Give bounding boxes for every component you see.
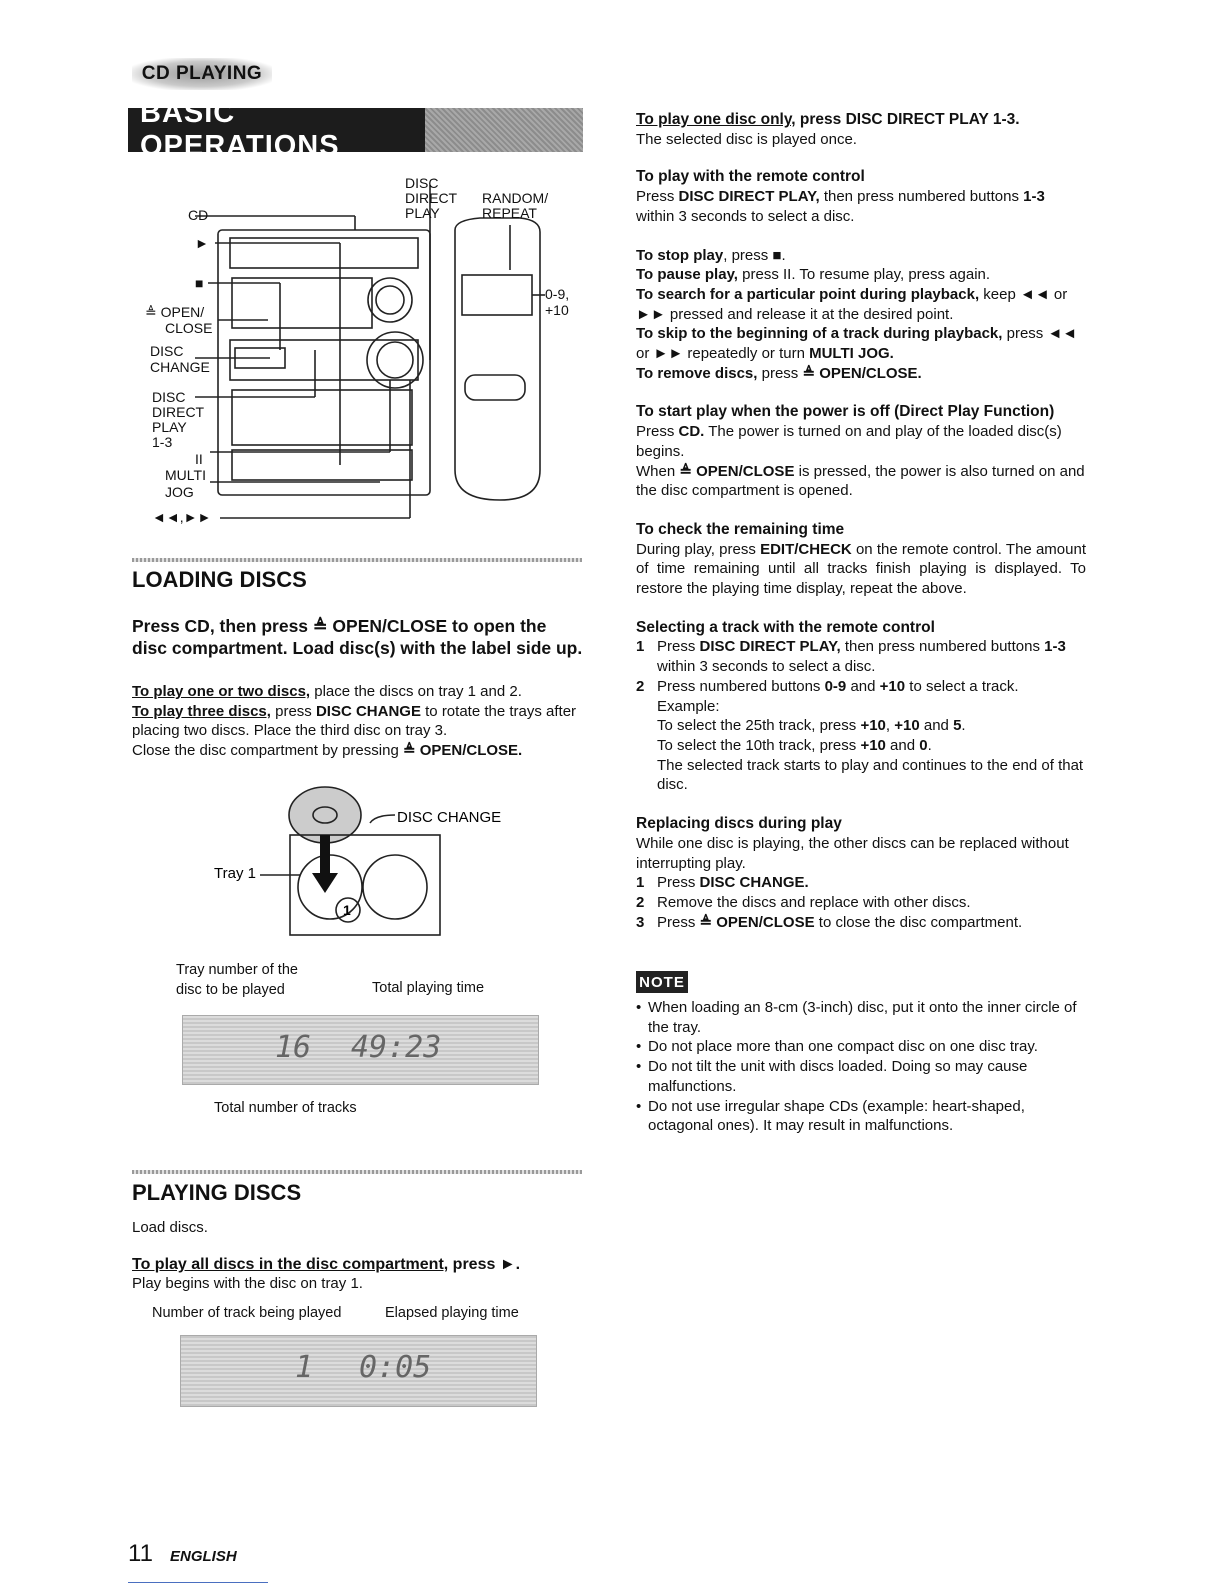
ex1g: . bbox=[961, 717, 966, 735]
select-2e: to select a track. bbox=[905, 677, 1019, 695]
ex1d: +10 bbox=[894, 717, 920, 735]
select-1b: DISC DIRECT PLAY, bbox=[699, 638, 841, 656]
direct-p2c: is pressed, the power is also turned on and the disc compartment is opened. bbox=[636, 462, 1085, 500]
remote-p1e: within 3 seconds to select a disc. bbox=[636, 207, 855, 225]
replace-p: While one disc is playing, the other discs can be replaced without interrupting play. bbox=[636, 834, 1069, 872]
note-item: • When loading an 8-cm (3-inch) disc, put it onto the inner circle of the tray. bbox=[636, 998, 1084, 1037]
loading-p2-u: To play three discs, bbox=[132, 702, 271, 720]
select-steps bbox=[636, 637, 1086, 795]
search-b: To search for a particular point during playback, bbox=[636, 285, 980, 303]
replace-heading: Replacing discs during play bbox=[636, 815, 842, 833]
playing-body bbox=[132, 1218, 584, 1294]
select-2a: Press numbered buttons bbox=[657, 677, 825, 695]
label-open: ≜ OPEN/ bbox=[145, 304, 205, 320]
label-pause: II bbox=[195, 451, 203, 467]
label-disc-direct-play-2: DIRECT bbox=[405, 190, 458, 206]
select-1c: then press numbered buttons bbox=[840, 638, 1045, 656]
loading-title: LOADING DISCS bbox=[132, 567, 307, 592]
search-t: keep ◄◄ or ►► pressed and release it at the desired point. bbox=[636, 285, 1068, 323]
remove-t2: ≜ OPEN/CLOSE. bbox=[802, 364, 922, 382]
remove-t1: press bbox=[757, 364, 803, 382]
example-label: Example: bbox=[657, 697, 720, 715]
lcd-display-loading bbox=[182, 1015, 539, 1085]
loading-p3-b: ≜ OPEN/CLOSE. bbox=[402, 742, 523, 760]
stop-t: , press ■. bbox=[723, 246, 786, 264]
label-disc-direct-13: DISC bbox=[152, 389, 186, 405]
divider bbox=[132, 558, 582, 562]
label-close: CLOSE bbox=[165, 320, 213, 336]
note-item: • Do not place more than one compact disc on one disc tray. bbox=[636, 1037, 1084, 1057]
ex1f: 5 bbox=[953, 717, 962, 735]
loading-p3-a: Close the disc compartment by pressing bbox=[132, 742, 403, 760]
remote-p1d: 1-3 bbox=[1023, 188, 1045, 206]
ex1a: To select the 25th track, press bbox=[657, 717, 861, 735]
select-1d: 1-3 bbox=[1044, 638, 1066, 656]
label-change: CHANGE bbox=[150, 359, 210, 375]
ex2b: +10 bbox=[860, 736, 886, 754]
page-title: BASIC OPERATIONS bbox=[128, 108, 425, 152]
label-multi: MULTI bbox=[165, 467, 206, 483]
skip-t2: MULTI JOG. bbox=[809, 345, 894, 363]
one-disc-u: To play one disc only, bbox=[636, 111, 796, 128]
tray-figure bbox=[200, 775, 530, 945]
pause-t: press II. To resume play, press again. bbox=[737, 266, 991, 284]
select-step-2: 2 Press numbered buttons 0-9 and +10 to select a track. Example: To select the 25th track, press +10, +10 and 5. To select the 10th track, press +10 and 0. The selected track starts to play and continues to the end of that disc. bbox=[636, 677, 1084, 794]
fig-tray1: Tray 1 bbox=[214, 865, 256, 882]
r3c: to close the disc compartment. bbox=[814, 913, 1023, 931]
direct-heading: To start play when the power is off (Direct Play Function) bbox=[636, 403, 1055, 421]
replace-step-3: 3 Press ≜ OPEN/CLOSE to close the disc compartment. bbox=[636, 913, 1023, 931]
remain-p1b: EDIT/CHECK bbox=[760, 540, 852, 558]
disp-label-elapsed: Elapsed playing time bbox=[385, 1305, 519, 1321]
remote-p1: Press bbox=[636, 188, 679, 206]
direct-p2a: When bbox=[636, 462, 680, 480]
direct-p1a: Press bbox=[636, 423, 679, 441]
page-number: 11 bbox=[128, 1540, 153, 1567]
r3a: Press bbox=[657, 913, 700, 931]
direct-p1b: CD. bbox=[678, 423, 705, 441]
disp-label-tray: Tray number of the disc to be played bbox=[176, 962, 298, 998]
disp-label-total-time: Total playing time bbox=[372, 980, 485, 996]
label-play-13: PLAY bbox=[152, 419, 187, 435]
pause-b: To pause play, bbox=[636, 266, 738, 284]
select-2d: +10 bbox=[879, 677, 906, 695]
remain-p1a: During play, press bbox=[636, 540, 761, 558]
lcd-display-playing bbox=[180, 1335, 537, 1407]
select-2b: 0-9 bbox=[824, 677, 847, 695]
note-item: • Do not use irregular shape CDs (example: heart-shaped, octagonal ones). It may result in malfunctions. bbox=[636, 1097, 1084, 1136]
disp-label-track: Number of track being played bbox=[152, 1305, 342, 1321]
notes bbox=[636, 998, 1084, 1136]
loading-p2-c: to rotate the trays after placing two discs. Place the third disc on tray 3. bbox=[132, 702, 577, 740]
playing-lead-b: press ►. bbox=[448, 1255, 521, 1273]
divider bbox=[132, 1170, 582, 1174]
loading-p2-a: press bbox=[270, 702, 316, 720]
label-disc-direct-play: DISC bbox=[405, 175, 439, 191]
remote-p1c: then press numbered buttons bbox=[819, 188, 1024, 206]
ex2e: . bbox=[927, 736, 932, 754]
page-language: ENGLISH bbox=[170, 1548, 237, 1565]
ex2d: 0 bbox=[919, 736, 928, 754]
fig-tray-number: 1 bbox=[343, 902, 351, 918]
replace-step-1: 1 Press DISC CHANGE. bbox=[636, 874, 809, 892]
footer-rule bbox=[128, 1582, 268, 1583]
one-disc-p: The selected disc is played once. bbox=[636, 130, 857, 148]
direct-p2b: ≜ OPEN/CLOSE bbox=[679, 462, 795, 480]
label-random: RANDOM/ bbox=[482, 190, 549, 206]
note-list bbox=[636, 998, 1084, 1136]
select-1e: within 3 seconds to select a disc. bbox=[657, 658, 876, 676]
unit-diagram bbox=[140, 170, 590, 525]
one-disc-b: press DISC DIRECT PLAY 1-3. bbox=[795, 111, 1020, 128]
label-stop: ■ bbox=[195, 275, 204, 291]
ex1b: +10 bbox=[860, 717, 886, 735]
stop-b: To stop play bbox=[636, 246, 724, 264]
lcd-total-time: 49:23 bbox=[351, 1030, 442, 1065]
label-13: 1-3 bbox=[152, 434, 173, 450]
select-2c: and bbox=[846, 677, 880, 695]
replace-steps bbox=[636, 873, 1086, 932]
r3b: ≜ OPEN/CLOSE bbox=[699, 913, 815, 931]
r1a: Press bbox=[657, 874, 700, 892]
loading-lead: Press CD, then press ≜ OPEN/CLOSE to open the disc compartment. Load disc(s) with the label side up. bbox=[132, 616, 583, 658]
label-direct-13: DIRECT bbox=[152, 404, 205, 420]
lcd-track: 1 bbox=[295, 1350, 314, 1385]
r1b: DISC CHANGE. bbox=[699, 874, 809, 892]
skip-b: To skip to the beginning of a track during playback, bbox=[636, 325, 1003, 343]
loading-body bbox=[132, 682, 584, 761]
playing-lead-u: To play all discs in the disc compartment, bbox=[132, 1255, 449, 1273]
loading-p1-u: To play one or two discs, bbox=[132, 683, 311, 700]
remote-heading: To play with the remote control bbox=[636, 168, 865, 186]
section-tag: CD PLAYING bbox=[132, 58, 272, 90]
replace-step-2: 2 Remove the discs and replace with other discs. bbox=[636, 893, 971, 911]
lcd-elapsed: 0:05 bbox=[359, 1350, 432, 1385]
label-plus10: +10 bbox=[545, 302, 569, 318]
banner bbox=[128, 97, 583, 162]
right-column bbox=[636, 110, 1086, 932]
label-skip: ◄◄,►► bbox=[152, 509, 212, 525]
label-play: ► bbox=[195, 235, 209, 251]
r2: Remove the discs and replace with other discs. bbox=[657, 893, 971, 911]
note-badge: NOTE bbox=[636, 971, 688, 993]
playing-title: PLAYING DISCS bbox=[132, 1180, 302, 1205]
note-item: • Do not tilt the unit with discs loaded. Doing so may cause malfunctions. bbox=[636, 1057, 1084, 1096]
playing-p2: Play begins with the disc on tray 1. bbox=[132, 1275, 363, 1293]
ex3: The selected track starts to play and continues to the end of that disc. bbox=[657, 756, 1084, 794]
select-step-1: 1 Press DISC DIRECT PLAY, then press numbered buttons 1-3 within 3 seconds to select a disc. bbox=[636, 638, 1066, 676]
label-disc-change: DISC bbox=[150, 343, 184, 359]
loading-p2-b: DISC CHANGE bbox=[315, 702, 421, 720]
label-disc-direct-play-3: PLAY bbox=[405, 205, 440, 221]
disp-label-total-tracks: Total number of tracks bbox=[214, 1100, 357, 1116]
remote-p1b: DISC DIRECT PLAY, bbox=[678, 188, 820, 206]
direct-p1c: The power is turned on and play of the loaded disc(s) begins. bbox=[636, 423, 1062, 460]
select-1a: Press bbox=[657, 638, 700, 656]
lcd-tracks: 16 bbox=[275, 1030, 312, 1065]
label-jog: JOG bbox=[165, 484, 194, 500]
playing-p1: Load discs. bbox=[132, 1219, 208, 1236]
label-cd: CD bbox=[188, 207, 209, 223]
ex1e: and bbox=[919, 717, 954, 735]
skip-t1: press ◄◄ or ►► repeatedly or turn bbox=[636, 325, 1078, 363]
label-num: 0-9, bbox=[545, 286, 570, 302]
remain-p1c: on the remote control. The amount of time remaining until all tracks finish playing is displayed. To restore the playing time display, repeat the above. bbox=[636, 540, 1086, 598]
remain-heading: To check the remaining time bbox=[636, 520, 845, 538]
loading-p1: place the discs on tray 1 and 2. bbox=[310, 683, 522, 700]
fig-disc-change: DISC CHANGE bbox=[397, 809, 502, 826]
ex2a: To select the 10th track, press bbox=[657, 736, 861, 754]
ex1c: , bbox=[885, 717, 895, 735]
remove-b: To remove discs, bbox=[636, 364, 758, 382]
label-repeat: REPEAT bbox=[482, 205, 537, 221]
ex2c: and bbox=[885, 736, 920, 754]
select-heading: Selecting a track with the remote control bbox=[636, 618, 935, 636]
